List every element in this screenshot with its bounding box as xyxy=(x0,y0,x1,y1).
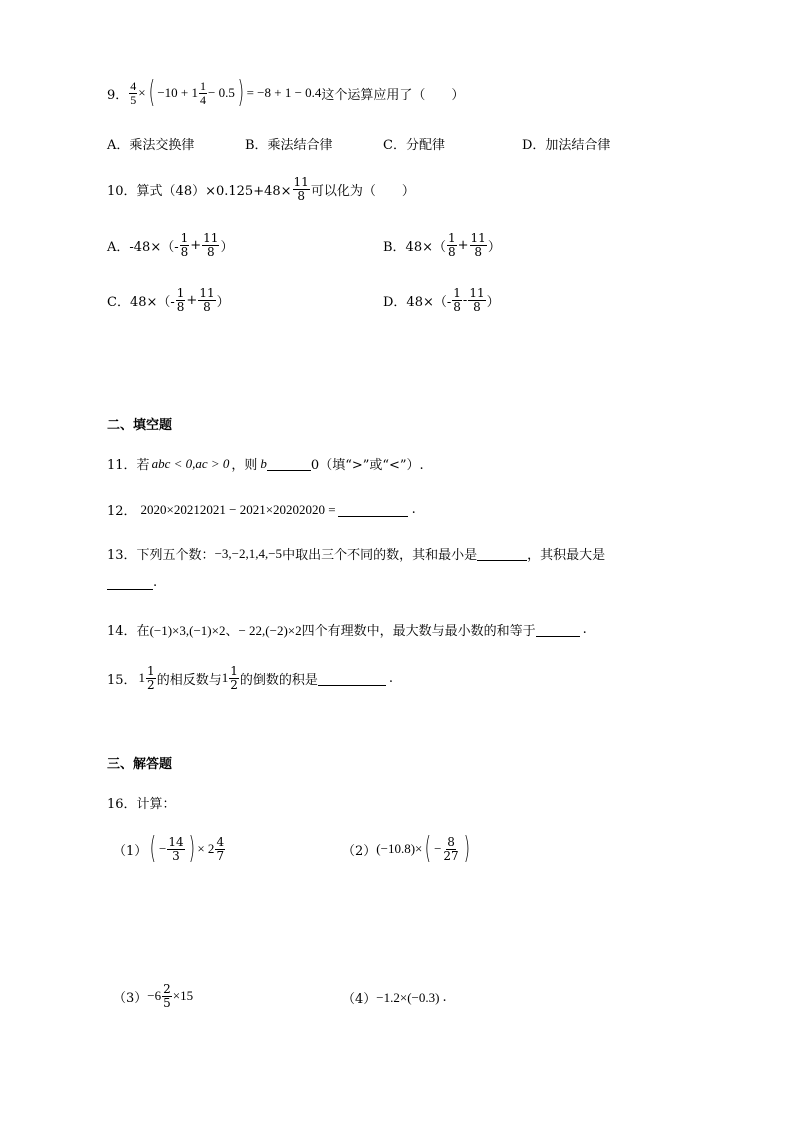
q10-fraction: $\frac{11}{8}$ xyxy=(293,175,309,203)
right-paren: ) xyxy=(188,831,195,866)
question-16: 16．计算： xyxy=(107,797,176,812)
fraction: $\frac{11}{8}$ xyxy=(199,286,215,314)
part-label: （4） xyxy=(342,992,377,1007)
close-paren: ） xyxy=(220,239,234,255)
q15-whole2: 1 xyxy=(221,670,229,686)
q10-option-c[interactable] xyxy=(107,287,230,313)
q14-end: . xyxy=(582,622,587,637)
q11-pre: 若 xyxy=(136,458,150,473)
fraction: $\frac{1}{8}$ xyxy=(180,231,189,259)
end-mark: . xyxy=(442,990,447,1005)
q12-expr: 2020×20212021 − 2021×20202020 = xyxy=(140,501,336,517)
q14-mid: 四个有理数中，最大数与最小数的和等于 xyxy=(301,624,536,639)
q9-mixed-fraction: $\frac{1}{4}$ xyxy=(200,78,207,107)
q13-pre: 下列五个数： xyxy=(136,548,215,563)
q16-part-1 xyxy=(113,831,226,866)
q13-answer-blank-2[interactable] xyxy=(107,575,153,590)
q10-option-a[interactable] xyxy=(107,232,233,258)
operator: - xyxy=(462,292,468,308)
option-label: A．-48×（- xyxy=(107,239,179,255)
q11-mid: ，则 xyxy=(231,458,258,473)
expr: −1.2×(−0.3) xyxy=(376,989,440,1005)
part-label: （1） xyxy=(113,843,148,859)
part-label: （3） xyxy=(113,990,148,1006)
q11-number: 11． xyxy=(107,458,137,473)
fraction: $\frac{11}{8}$ xyxy=(203,231,219,259)
q9-inner-b: − 0.5 xyxy=(208,85,235,100)
q14-expr: (−1)×3,(−1)×2、− 22,(−2)×2 xyxy=(149,623,302,638)
q15-answer-blank[interactable] xyxy=(318,671,386,686)
q9-fraction: $\frac{4}{5}$ xyxy=(130,78,137,107)
q15-end: . xyxy=(388,670,393,686)
fraction: $\frac{1}{8}$ xyxy=(176,286,185,314)
q9-rhs: = −8 + 1 − 0.4 xyxy=(246,85,322,100)
q15-whole: 1 xyxy=(138,670,146,686)
q10-option-b[interactable] xyxy=(383,232,501,258)
option-label: B．48×（ xyxy=(383,239,446,255)
q13-mid: 中取出三个不同的数，其和最小是 xyxy=(282,548,478,563)
fraction: $\frac{8}{27}$ xyxy=(443,834,459,863)
q10-number: 10． xyxy=(107,183,137,199)
question-14 xyxy=(107,620,587,639)
operator: + xyxy=(190,237,202,253)
question-9 xyxy=(107,75,465,110)
q15-mid: 的相反数与 xyxy=(156,672,222,688)
minus-sign: − xyxy=(434,841,442,856)
q15-mid2: 的倒数的积是 xyxy=(239,672,318,688)
q10-text-b: 可以化为（ ） xyxy=(310,183,415,199)
q11-answer-blank[interactable] xyxy=(267,456,311,471)
q11-after: 0（填“>”或“<”）. xyxy=(310,458,424,473)
q13-answer-blank-1[interactable] xyxy=(477,546,527,561)
fraction: $\frac{4}{7}$ xyxy=(216,834,225,863)
fraction: $\frac{2}{5}$ xyxy=(163,982,171,1010)
q16-part-2 xyxy=(342,831,472,866)
left-paren: ( xyxy=(148,75,155,110)
q13-number: 13． xyxy=(107,548,137,563)
times-expr: × 2 xyxy=(197,841,215,856)
q13-mid2: ，其积最大是 xyxy=(527,548,606,563)
q15-fraction: $\frac{1}{2}$ xyxy=(147,664,155,692)
q11-var: b xyxy=(260,455,267,471)
q12-answer-blank[interactable] xyxy=(338,502,408,517)
q12-end: . xyxy=(411,502,416,517)
q15-fraction-2: $\frac{1}{2}$ xyxy=(230,664,238,692)
option-label: D．48×（- xyxy=(383,294,452,310)
left-paren: ( xyxy=(424,831,432,866)
close-paren: ） xyxy=(487,239,501,255)
q16-part-3 xyxy=(113,983,193,1009)
expr: −6 xyxy=(147,988,162,1004)
expr-tail: ×15 xyxy=(172,988,194,1004)
q9-option-d[interactable]: D．加法结合律 xyxy=(522,138,611,153)
q10-option-d[interactable] xyxy=(383,287,500,313)
left-paren: ( xyxy=(149,831,157,866)
close-paren: ） xyxy=(486,294,500,310)
question-11 xyxy=(107,454,424,473)
section-solve-title: 三、解答题 xyxy=(107,757,173,772)
right-paren: ) xyxy=(237,75,244,110)
right-paren: ) xyxy=(463,831,470,866)
operator: + xyxy=(457,237,469,253)
q14-pre: 在 xyxy=(136,624,150,639)
fraction: $\frac{1}{8}$ xyxy=(453,286,461,314)
section-fill-in-title: 二、填空题 xyxy=(107,418,173,433)
q12-number: 12． xyxy=(107,504,137,519)
question-13 xyxy=(107,544,605,563)
option-label: C．48×（- xyxy=(107,294,175,310)
question-13-cont xyxy=(107,575,157,590)
fraction: $\frac{14}{3}$ xyxy=(168,834,184,863)
question-10 xyxy=(107,176,415,202)
q9-inner-a: −10 + 1 xyxy=(157,85,199,100)
q9-option-c[interactable]: C．分配律 xyxy=(383,138,445,153)
question-15 xyxy=(107,665,393,691)
expr: (−10.8)× xyxy=(376,841,423,856)
question-12 xyxy=(107,500,416,519)
q9-option-a[interactable]: A．乘法交换律 xyxy=(107,138,195,153)
close-paren: ） xyxy=(216,294,230,310)
q13-end: . xyxy=(153,575,158,590)
times-sign: × xyxy=(138,85,146,100)
part-label: （2） xyxy=(342,843,377,859)
q10-text-a: 算式（48）×0.125+48× xyxy=(136,183,292,199)
q9-option-b[interactable]: B．乘法结合律 xyxy=(245,138,333,153)
q13-numbers: −3,−2,1,4,−5 xyxy=(214,545,283,561)
q15-number: 15． xyxy=(107,672,137,688)
q14-number: 14． xyxy=(107,624,137,639)
fraction: $\frac{11}{8}$ xyxy=(469,286,485,314)
q11-expr: abc < 0,ac > 0 xyxy=(151,455,230,471)
minus-sign: − xyxy=(159,841,167,856)
q16-part-4 xyxy=(342,988,447,1007)
fraction: $\frac{1}{8}$ xyxy=(448,231,456,259)
q9-text: 这个运算应用了（ ） xyxy=(321,87,465,103)
operator: + xyxy=(186,292,198,308)
q14-answer-blank[interactable] xyxy=(536,622,580,637)
q9-number: 9． xyxy=(107,87,129,103)
fraction: $\frac{11}{8}$ xyxy=(470,231,486,259)
